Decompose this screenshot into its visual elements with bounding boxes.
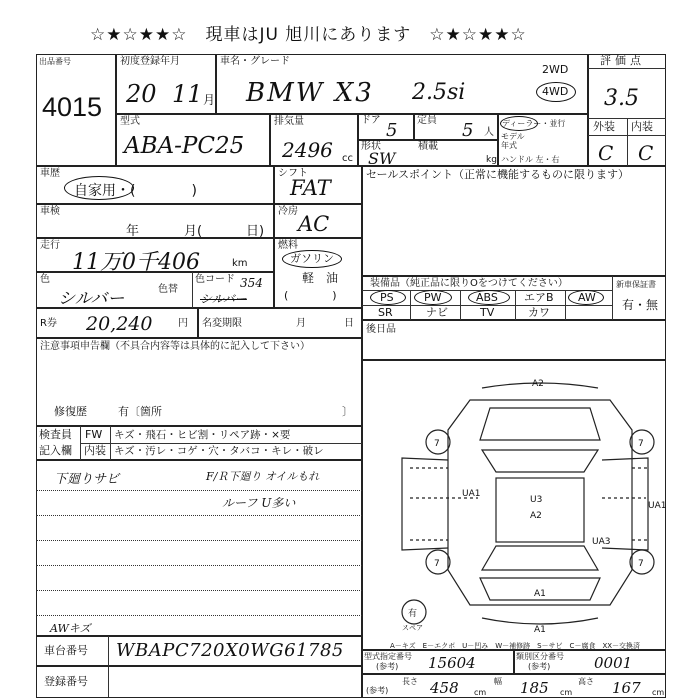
vehicle-grade: 2.5si (412, 80, 466, 105)
width-unit: cm (560, 688, 573, 697)
width-value: 185 (520, 679, 549, 697)
equip-navi: ナビ (426, 306, 448, 319)
color-code-hand: シルバー (200, 292, 247, 306)
mark-right-ua3: UA3 (592, 537, 611, 547)
remark-line3: ルーフ U多い (222, 496, 296, 510)
mark-roof-a2: A2 (530, 511, 542, 521)
rating-interior: C (638, 141, 654, 165)
remark-line2: F/Ｒ下廻り オイルもれ (206, 470, 320, 483)
mark-wheel-fl: 7 (434, 439, 440, 449)
rating-score: 3.5 (604, 86, 639, 111)
equipment-label: 装備品（純正品に限りOをつけてください） (370, 278, 568, 289)
doors-label: ドア (361, 115, 381, 126)
interior-label: 内装 (84, 444, 106, 457)
body-value: SW (368, 149, 396, 168)
shift-value: FAT (290, 176, 331, 200)
repair-close: 〕 (342, 405, 353, 418)
height-unit: cm (652, 688, 665, 697)
fw-label: FW (85, 428, 103, 441)
name-change-label: 名変期限 (202, 318, 242, 329)
aftermarket-label: 後日品 (366, 324, 396, 335)
inspection-day: 日) (246, 224, 265, 239)
height-label: 高さ (578, 677, 594, 686)
mark-wheel-rr: 7 (638, 559, 644, 569)
class-spec-value: 0001 (594, 654, 633, 672)
rating-label: 評価点 (600, 54, 645, 67)
mileage-unit: km (232, 258, 248, 269)
inspection-box (36, 204, 274, 238)
length-label: 長さ (402, 677, 418, 686)
displacement-label: 排気量 (274, 116, 304, 127)
length-value: 458 (430, 679, 459, 697)
color-change-label: 色替 (158, 284, 178, 295)
spare-label: スペア (402, 624, 423, 632)
fuel-label: 燃料 (278, 240, 298, 251)
mark-right-ua1: UA1 (648, 501, 666, 511)
history-label: 車歴 (40, 168, 60, 179)
type-spec-value: 15604 (428, 654, 476, 672)
equip-airbag: エアB (524, 291, 554, 304)
mark-rear-a1: A1 (534, 589, 546, 599)
ac-label: 冷房 (278, 206, 298, 217)
warranty-value: 有・無 (622, 298, 659, 312)
rating-exterior: C (598, 141, 614, 165)
color-code: 354 (240, 276, 263, 290)
mileage-label: 走行 (40, 240, 60, 251)
sales-box (362, 166, 666, 276)
model-value: ABA-PC25 (124, 133, 245, 159)
banner: ☆★☆★★☆ 現車はJU 旭川にあります ☆★☆★★☆ (90, 25, 527, 45)
interior-items: キズ・汚レ・コゲ・穴・タバコ・キレ・破レ (114, 445, 324, 457)
equip-pw: PW (424, 291, 442, 304)
handle-label: ハンドル 左・右 (501, 155, 560, 164)
displacement-value: 2496 (282, 138, 333, 162)
length-unit: cm (474, 688, 487, 697)
dimensions-sub: (参考) (366, 686, 389, 695)
cargo-label: 積載 (418, 141, 438, 152)
rating-exterior-label: 外装 (593, 120, 615, 133)
chassis-value: WBAPC720X0WG61785 (116, 640, 344, 661)
height-value: 167 (612, 679, 641, 697)
mark-wheel-rl: 7 (434, 559, 440, 569)
model-label: 型式 (120, 116, 140, 127)
mark-front-a2: A2 (532, 379, 544, 389)
lot-label: 出品番号 (39, 57, 71, 66)
recycle-value: 20,240 (86, 313, 153, 335)
diagram-legend: A－キズ E－エクボ U－凹み W－補修跡 S－サビ C－腐食 XX－交換済 (390, 642, 641, 650)
recycle-unit: 円 (178, 318, 188, 329)
car-diagram (362, 360, 666, 650)
equip-sr: SR (378, 306, 393, 319)
doors-value: 5 (386, 120, 398, 141)
warranty-label: 新車保証書 (616, 280, 656, 289)
model-year-label: モデル年式 (501, 132, 525, 150)
body-label: 形状 (361, 141, 381, 152)
spare-value: 有 (408, 609, 418, 619)
mark-roof-u3: U3 (530, 495, 543, 505)
sales-label: セールスポイント（正常に機能するものに限ります） (366, 168, 630, 181)
fuel-other: ( ) (284, 289, 337, 302)
drive-2wd: 2WD (542, 63, 569, 76)
inspection-year: 年 (126, 224, 140, 239)
history-value: 自家用・( ) (74, 183, 197, 199)
displacement-unit: cc (342, 153, 353, 164)
registration-label: 初度登録年月 (120, 56, 180, 67)
class-spec-label: 類別区分番号 (516, 652, 564, 661)
cargo-unit: kg (486, 155, 497, 165)
inspection-month: 月( (184, 224, 203, 239)
name-change-month: 月 (296, 318, 306, 329)
repair-label: 修復歴 (54, 405, 87, 418)
color-label: 色 (40, 274, 50, 285)
registration-month: 11 (172, 80, 203, 108)
aftermarket-box (362, 320, 666, 360)
fuel-gasoline: ガソリン (290, 252, 334, 265)
color-value: シルバー (58, 289, 125, 309)
name-change-day: 日 (344, 318, 354, 329)
vehicle-label: 車名・グレード (220, 56, 290, 67)
width-label: 幅 (494, 677, 502, 686)
notes-label: 注意事項申告欄（不具合内容等は具体的に記入して下さい） (40, 341, 310, 352)
checker-label: 検査員 (39, 428, 72, 441)
rating-interior-label: 内装 (631, 120, 653, 133)
remark-aw: AWキズ (50, 622, 91, 635)
inspection-label: 車検 (40, 206, 60, 217)
class-spec-sub: (参考) (528, 662, 551, 671)
remark-line1: 下廻りサビ (54, 472, 120, 487)
dealer-label: ディーラー・並行 (502, 119, 566, 128)
vehicle-name: BMW X3 (246, 78, 374, 108)
fw-items: キズ・飛石・ヒビ割・リペア跡・×要 (114, 429, 291, 441)
equip-tv: TV (480, 306, 495, 319)
drive-4wd: 4WD (542, 85, 569, 98)
equip-aw: AW (578, 291, 596, 304)
equip-abs: ABS (476, 291, 498, 304)
mark-bumper-a1: A1 (534, 625, 546, 635)
recycle-label: R券 (40, 318, 57, 329)
lot-number: 4015 (42, 92, 103, 122)
chassis-label: 車台番号 (44, 644, 88, 657)
equip-leather: カワ (528, 306, 550, 319)
registration-month-unit: 月 (203, 93, 216, 107)
capacity-label: 定員 (417, 115, 437, 126)
type-spec-label: 型式指定番号 (364, 652, 412, 661)
capacity-unit: 人 (484, 127, 494, 138)
shift-label: シフト (278, 168, 308, 179)
equip-ps: PS (380, 291, 394, 304)
mileage-value: 11万0千406 (72, 250, 200, 275)
registration-year: 20 (126, 80, 157, 108)
capacity-value: 5 (462, 120, 474, 141)
fuel-diesel: 軽 油 (302, 271, 339, 285)
ac-value: AC (298, 212, 330, 236)
reg-number-label: 登録番号 (44, 675, 88, 688)
repair-value: 有〔箇所 (118, 405, 162, 418)
entry-label: 記入欄 (39, 444, 72, 457)
color-code-label: 色コード (195, 274, 235, 285)
type-spec-sub: (参考) (376, 662, 399, 671)
mark-wheel-fr: 7 (638, 439, 644, 449)
mark-left-ua1: UA1 (462, 489, 481, 499)
